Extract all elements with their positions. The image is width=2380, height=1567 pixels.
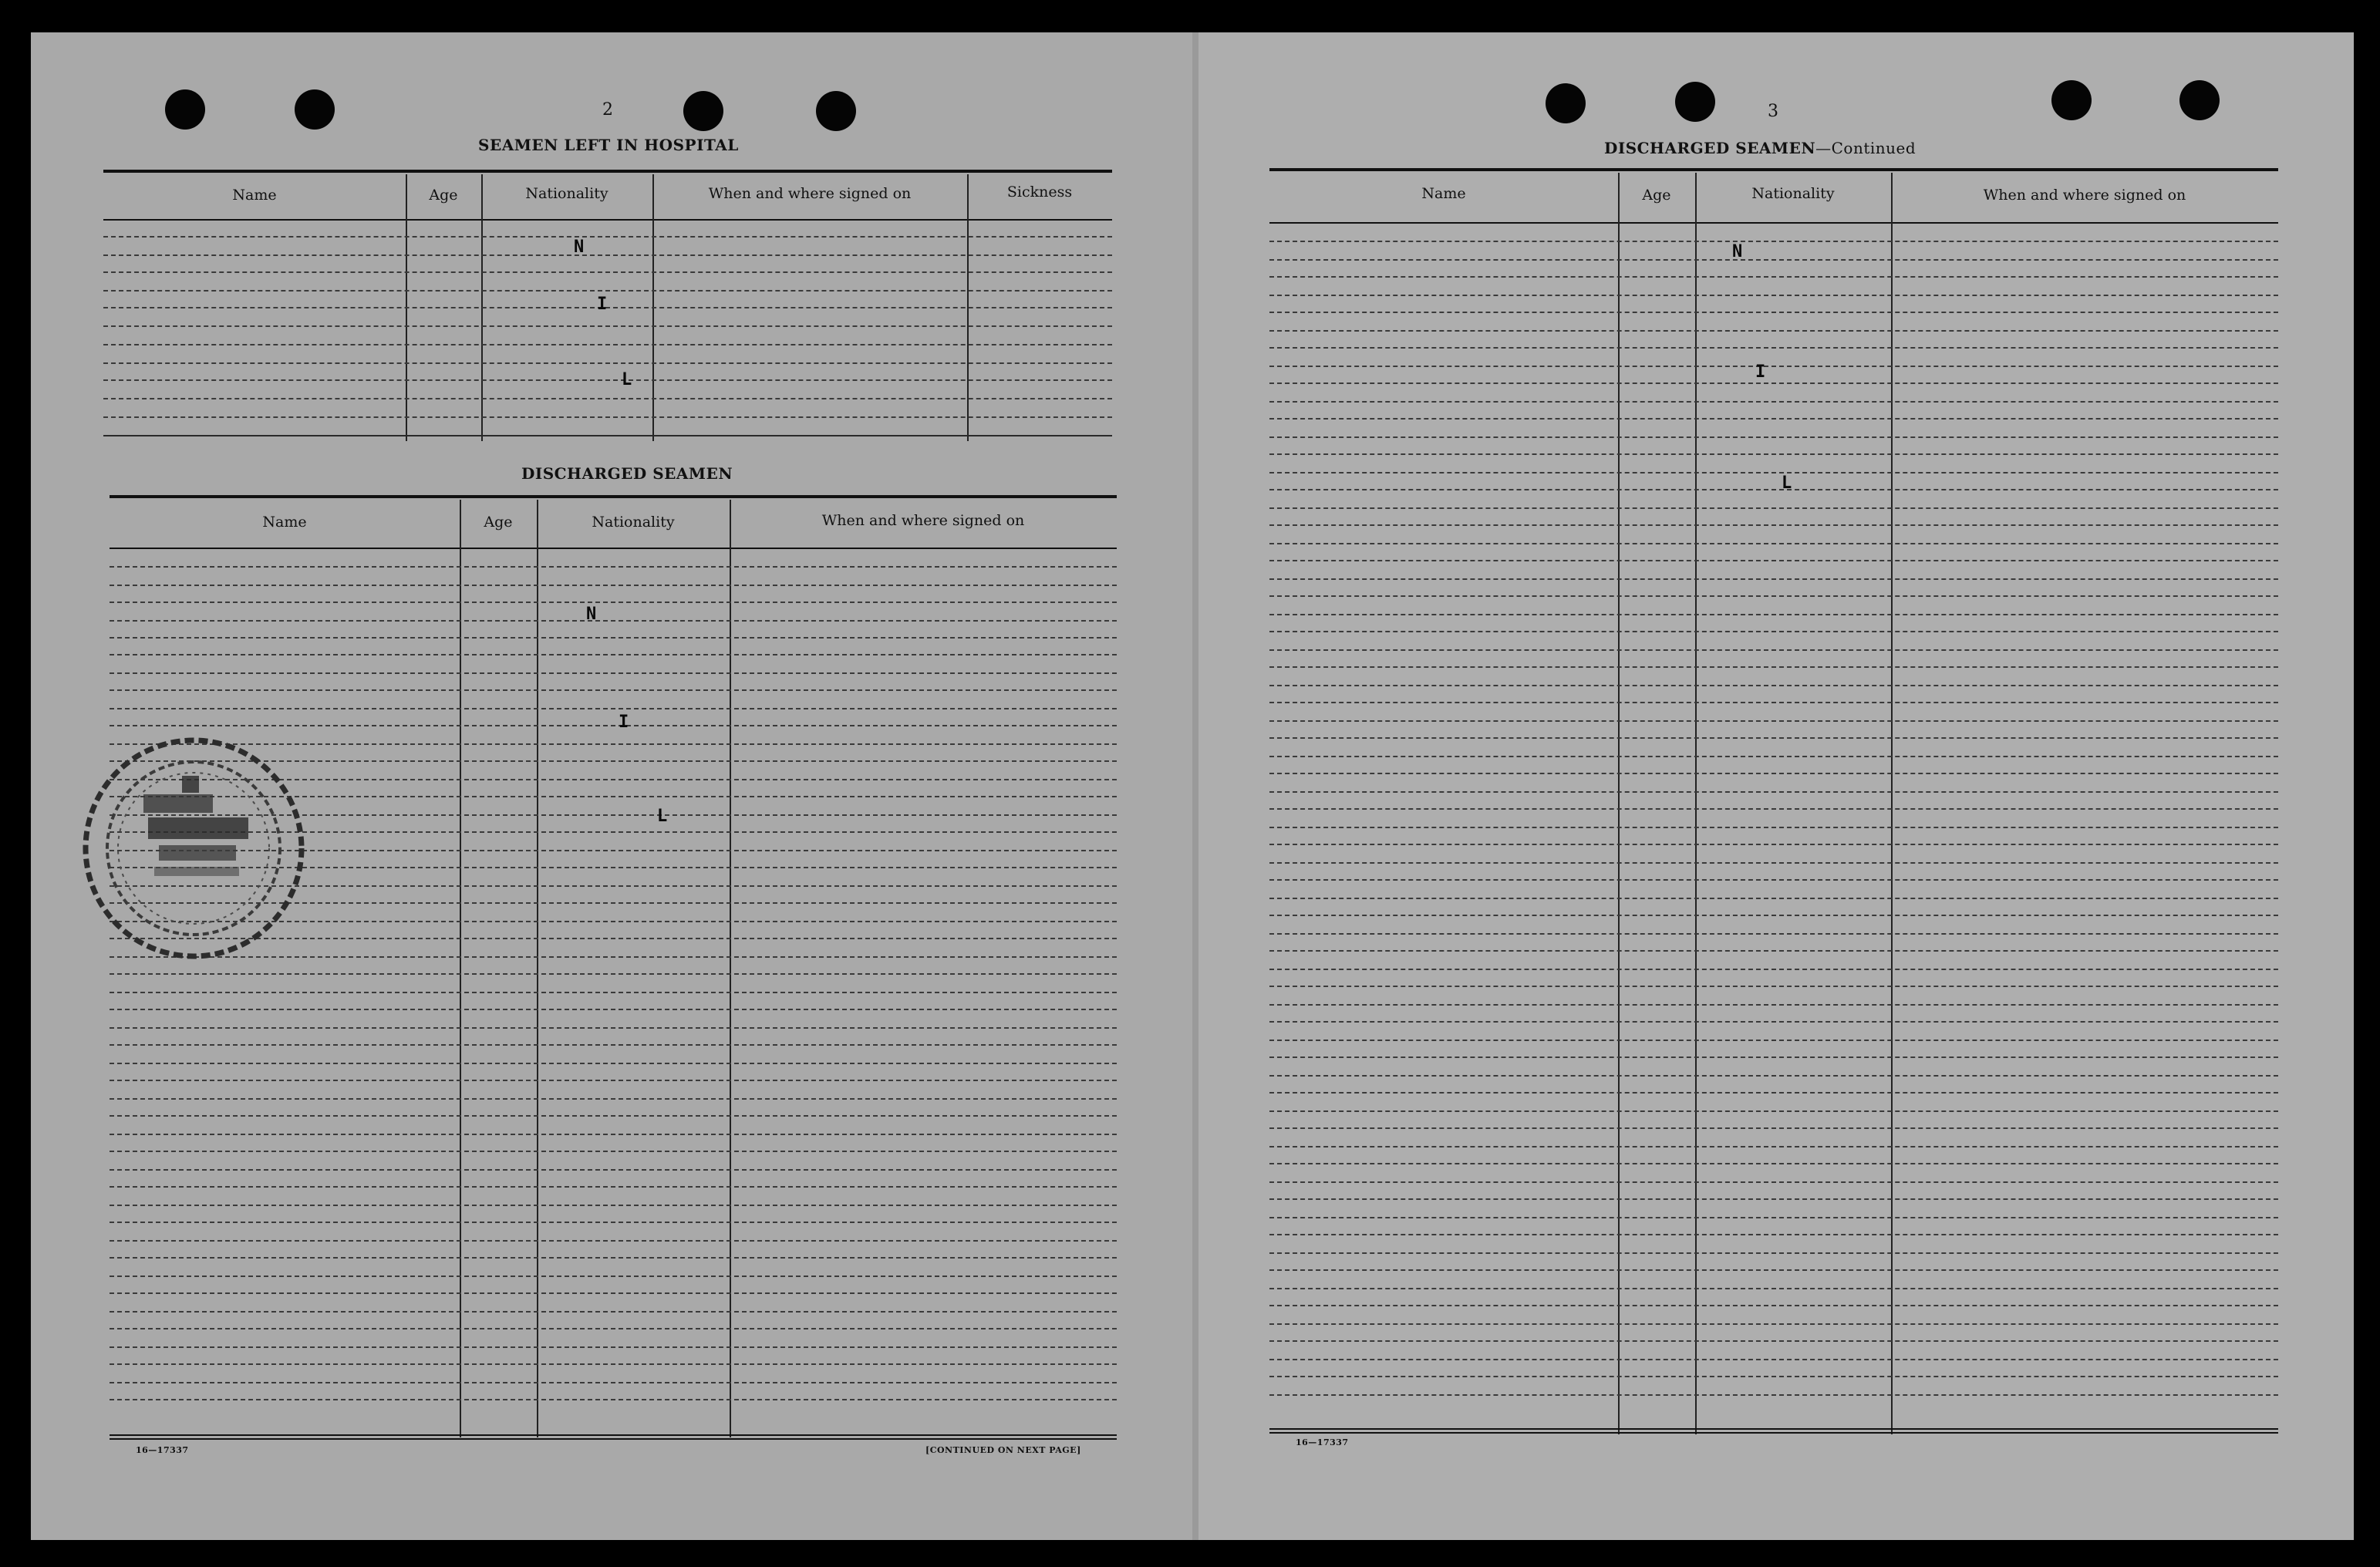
hospital-table xyxy=(103,170,1112,441)
nil-letter: I xyxy=(619,713,629,732)
col-header-name: Name xyxy=(1421,185,1466,202)
title-main: DISCHARGED SEAMEN xyxy=(1604,139,1816,157)
punch-hole xyxy=(683,91,723,131)
col-header-name: Name xyxy=(262,514,307,531)
col-header-signed-on: When and where signed on xyxy=(708,185,912,202)
punch-hole xyxy=(2051,80,2092,120)
nil-letter: L xyxy=(657,807,668,826)
punch-hole xyxy=(1546,83,1586,123)
col-header-age: Age xyxy=(1642,187,1671,204)
discharged-section-title: DISCHARGED SEAMEN xyxy=(521,464,733,483)
discharged-continued-table xyxy=(1269,168,2278,1434)
page-fold xyxy=(1192,32,1198,1540)
punch-hole xyxy=(295,89,335,130)
form-number: 16—17337 xyxy=(1296,1437,1349,1447)
nil-letter: N xyxy=(574,238,585,257)
punch-hole xyxy=(2179,80,2220,120)
nil-letter: I xyxy=(1755,362,1766,382)
title-suffix: —Continued xyxy=(1815,139,1916,157)
page-number: 3 xyxy=(1768,102,1778,121)
col-header-nationality: Nationality xyxy=(1751,185,1835,202)
col-header-name: Name xyxy=(232,187,277,204)
page-number: 2 xyxy=(602,100,613,120)
punch-hole xyxy=(1675,82,1715,122)
col-header-age: Age xyxy=(429,187,458,204)
col-header-signed-on: When and where signed on xyxy=(1983,187,2186,204)
circular-ink-stamp xyxy=(74,733,313,964)
punch-hole xyxy=(816,91,856,131)
col-header-signed-on: When and where signed on xyxy=(821,512,1025,529)
col-header-nationality: Nationality xyxy=(592,514,675,531)
col-header-sickness: Sickness xyxy=(1006,184,1073,201)
continued-note: [CONTINUED ON NEXT PAGE] xyxy=(925,1445,1081,1455)
form-number: 16—17337 xyxy=(136,1445,189,1455)
nil-letter: L xyxy=(1782,473,1792,493)
nil-letter: L xyxy=(622,370,632,389)
nil-letter: N xyxy=(586,605,597,624)
punch-hole xyxy=(165,89,205,130)
col-header-age: Age xyxy=(484,514,513,531)
nil-letter: N xyxy=(1732,242,1743,261)
col-header-nationality: Nationality xyxy=(525,185,608,202)
nil-letter: I xyxy=(597,295,608,314)
hospital-section-title: SEAMEN LEFT IN HOSPITAL xyxy=(478,136,739,154)
discharged-table xyxy=(110,495,1117,1434)
discharged-continued-title xyxy=(1604,139,1916,157)
